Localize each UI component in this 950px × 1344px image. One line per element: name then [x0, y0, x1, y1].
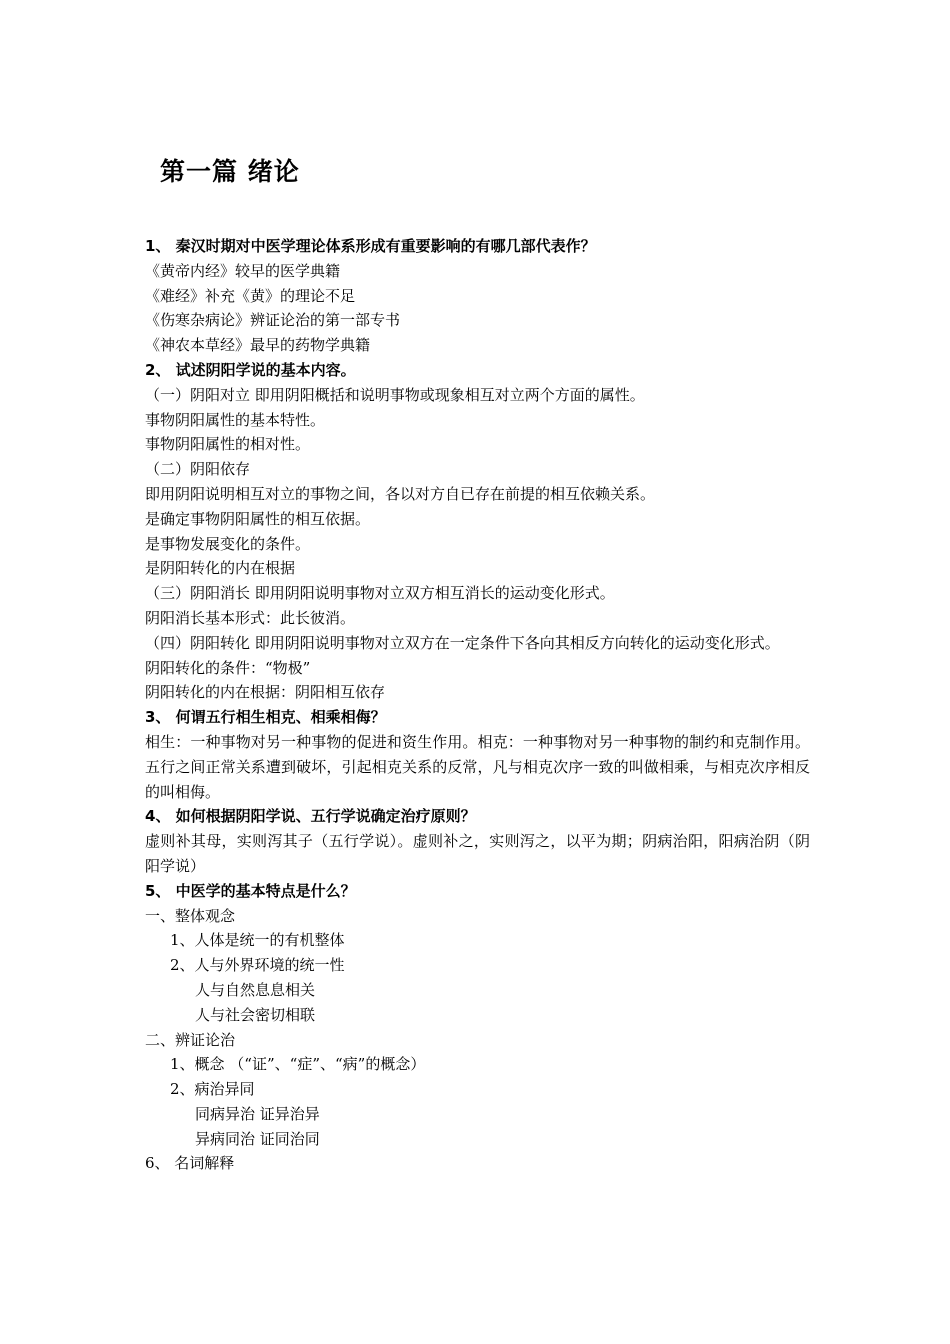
body-line: （一）阴阳对立 即用阴阳概括和说明事物或现象相互对立两个方面的属性。	[145, 385, 645, 404]
body-line: 一、整体观念	[145, 906, 236, 925]
body-line: （二）阴阳依存	[145, 460, 251, 479]
body-line: 是确定事物阴阳属性的相互依据。	[145, 509, 371, 528]
question-heading: 5、 中医学的基本特点是什么？	[145, 881, 356, 900]
body-line: 即用阴阳说明相互对立的事物之间，各以对方自已存在前提的相互依赖关系。	[145, 484, 656, 503]
document-body	[145, 234, 810, 1176]
list-subitem: 人与社会密切相联	[195, 1005, 316, 1024]
body-line: 《神农本草经》最早的药物学典籍	[145, 336, 371, 355]
question-heading: 2、 试述阴阳学说的基本内容。	[145, 360, 356, 379]
body-line: 《伤寒杂病论》辨证论治的第一部专书	[145, 311, 401, 330]
list-item: 1、人体是统一的有机整体	[170, 931, 345, 950]
body-line: 事物阴阳属性的基本特性。	[145, 410, 326, 429]
body-line: 是事物发展变化的条件。	[145, 534, 311, 553]
list-subitem: 同病异治 证异治异	[195, 1104, 320, 1123]
page-title: 第一篇 绪论	[160, 157, 300, 186]
body-line: 阴阳消长基本形式：此长彼消。	[145, 608, 356, 627]
body-line: 阴阳转化的条件：“物极”	[145, 658, 311, 677]
list-subitem: 人与自然息息相关	[195, 980, 316, 999]
body-line: 是阴阳转化的内在根据	[145, 559, 296, 578]
body-paragraph: 虚则补其母，实则泻其子（五行学说）。虚则补之，实则泻之，以平为期；阴病治阳，阳病治阴（阴阳学说）	[145, 832, 810, 875]
body-paragraph: 相生：一种事物对另一种事物的促进和资生作用。相克：一种事物对另一种事物的制约和克制作用。五行之间正常关系遭到破坏，引起相克关系的反常，凡与相克次序一致的叫做相乘，与相克次序相反的叫相侮。	[145, 732, 810, 801]
list-item: 1、概念 （“证”、“症”、“病”的概念）	[170, 1055, 426, 1074]
question-heading: 4、 如何根据阴阳学说、五行学说确定治疗原则？	[145, 807, 476, 826]
body-line: 事物阴阳属性的相对性。	[145, 435, 311, 454]
body-line: 《黄帝内经》较早的医学典籍	[145, 261, 341, 280]
body-line: 二、辨证论治	[145, 1030, 236, 1049]
body-line: 阴阳转化的内在根据：阴阳相互依存	[145, 683, 386, 702]
list-subitem: 异病同治 证同治同	[195, 1129, 320, 1148]
body-paragraph: （四）阴阳转化 即用阴阳说明事物对立双方在一定条件下各向其相反方向转化的运动变化形式。	[145, 633, 780, 652]
question-heading: 1、 秦汉时期对中医学理论体系形成有重要影响的有哪几部代表作？	[145, 237, 596, 255]
list-item: 2、人与外界环境的统一性	[170, 956, 345, 975]
question-heading: 3、 何谓五行相生相克、相乘相侮？	[145, 708, 386, 727]
body-line: 6、 名词解释	[145, 1154, 235, 1173]
body-line: （三）阴阳消长 即用阴阳说明事物对立双方相互消长的运动变化形式。	[145, 584, 615, 603]
body-line: 《难经》补充《黄》的理论不足	[145, 286, 356, 305]
list-item: 2、病治异同	[170, 1080, 255, 1099]
